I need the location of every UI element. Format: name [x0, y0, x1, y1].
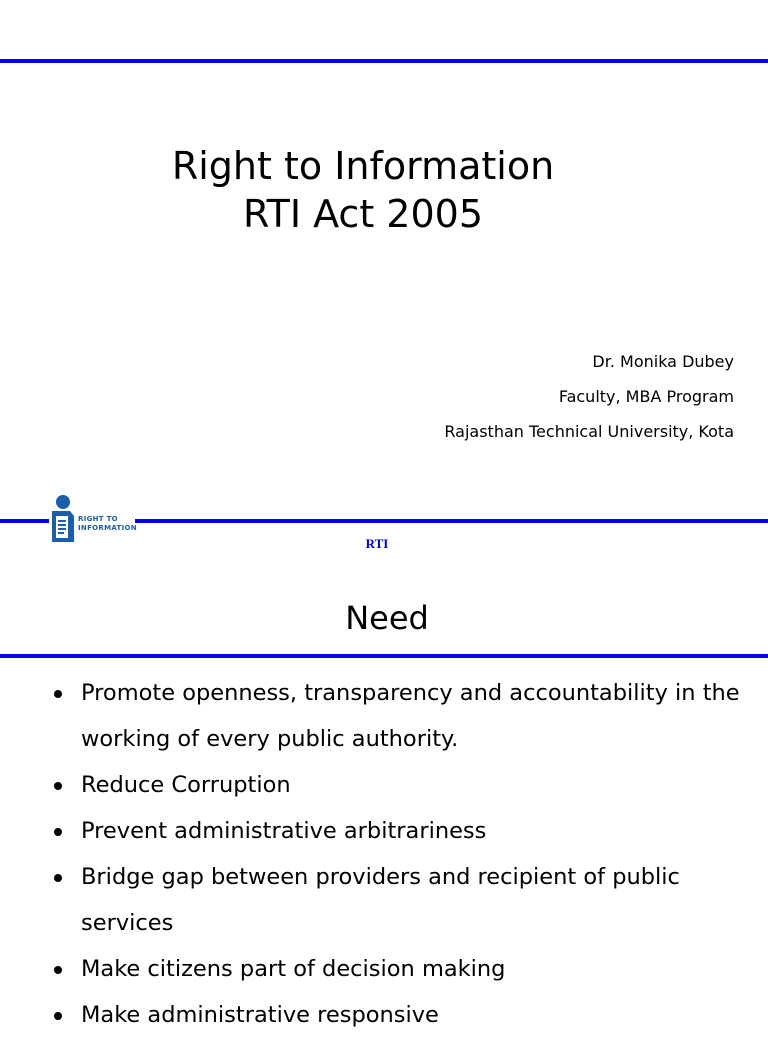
list-item	[50, 808, 750, 854]
bullet-icon	[54, 966, 62, 974]
slide-title	[0, 142, 726, 238]
list-item-text: Prevent administrative arbitrariness	[81, 818, 487, 844]
title-divider	[0, 654, 768, 658]
top-divider	[0, 59, 768, 63]
author-institution: Rajasthan Technical University, Kota	[444, 422, 734, 441]
logo-text	[78, 515, 137, 533]
title-line-1: Right to Information	[171, 144, 555, 188]
author-block	[444, 349, 734, 454]
section-title: Need	[345, 599, 429, 637]
list-item	[50, 670, 750, 762]
title-line-2: RTI Act 2005	[242, 192, 484, 236]
list-item-text: Promote openness, transparency and accountability in the working of every public authority.	[81, 680, 740, 752]
bullet-icon	[54, 690, 62, 698]
bullet-icon	[54, 1012, 62, 1020]
list-item-text: Bridge gap between providers and recipient of public services	[81, 864, 680, 936]
author-name: Dr. Monika Dubey	[592, 352, 734, 371]
bullet-icon	[54, 782, 62, 790]
list-item-text: Reduce Corruption	[81, 772, 291, 798]
list-item-text: Make administrative responsive	[81, 1002, 439, 1028]
footer-label: RTI	[365, 536, 389, 551]
list-item	[50, 762, 750, 808]
bullet-icon	[54, 828, 62, 836]
list-item	[50, 854, 750, 946]
list-item-text: Make citizens part of decision making	[81, 956, 506, 982]
bullet-list	[50, 670, 750, 1038]
list-item	[50, 946, 750, 992]
list-item	[50, 992, 750, 1038]
bullet-icon	[54, 874, 62, 882]
author-role: Faculty, MBA Program	[558, 387, 734, 406]
logo-text-line-2: INFORMATION	[78, 524, 137, 532]
logo-text-line-1: RIGHT TO	[78, 515, 118, 523]
